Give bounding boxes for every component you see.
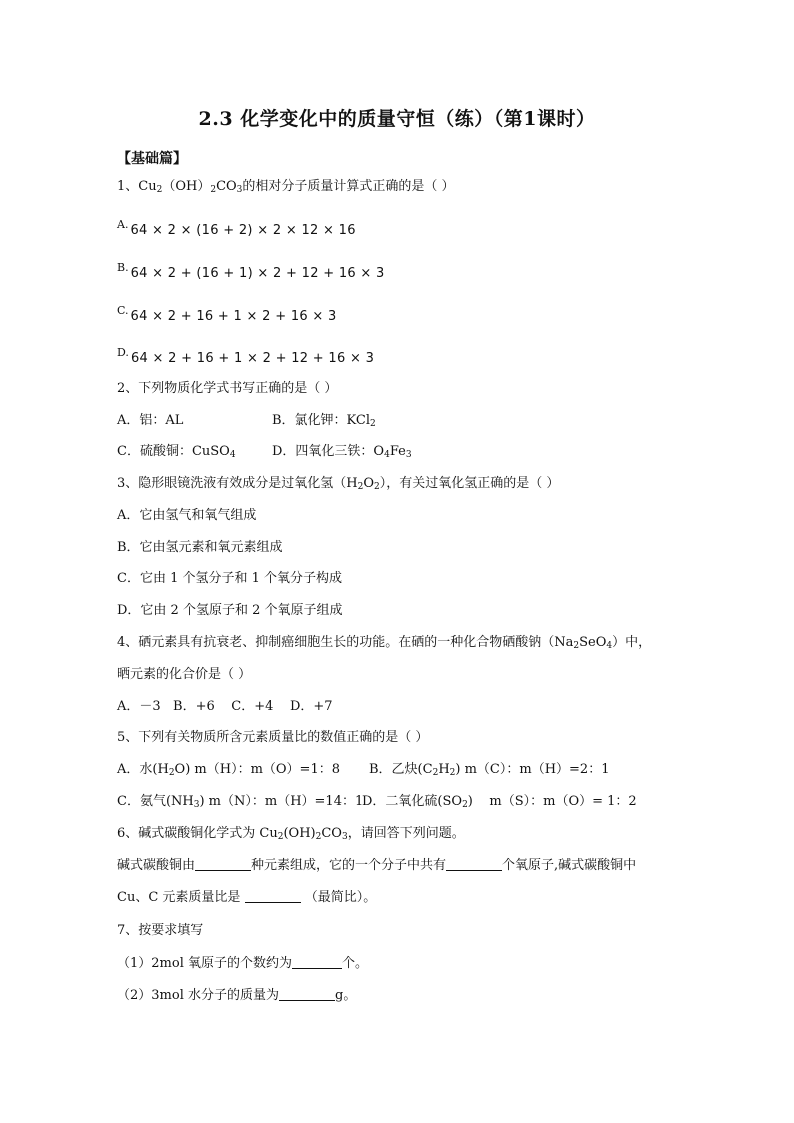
question-2-stem: 2、下列物质化学式书写正确的是（ ） <box>117 381 338 396</box>
q1-sub: 2 <box>210 185 217 195</box>
q7-text: 个。 <box>342 956 369 971</box>
q6-text: 6、碱式碳酸铜化学式为 Cu <box>117 826 278 841</box>
question-1-stem <box>117 178 455 199</box>
q7-text: （1）2mol 氧原子的个数约为 <box>117 956 292 971</box>
option-expression: 64 × 2 × (16 + 2) × 2 × 12 × 16 <box>130 223 356 238</box>
q4-sub: 4 <box>606 641 613 651</box>
q5-option-b <box>369 761 609 782</box>
q1-option-c <box>117 302 337 326</box>
question-4-stem <box>117 634 651 655</box>
q2-options-row-2 <box>117 443 412 464</box>
q5-options-row-1 <box>117 761 610 782</box>
q3-text-a: 3、隐形眼镜洗液有效成分是过氧化氢（H <box>117 476 358 491</box>
q5-text: ) m（N）：m（H）=14：1 <box>199 794 364 809</box>
q2-sub: 4 <box>384 450 390 460</box>
option-expression: 64 × 2 + 16 + 1 × 2 + 12 + 16 × 3 <box>130 351 375 366</box>
q6-text: (OH) <box>283 826 316 841</box>
answer-blank[interactable] <box>245 889 301 903</box>
q6-text: Cu、C 元素质量比是 <box>117 890 241 905</box>
question-5-stem: 5、下列有关物质所含元素质量比的数值正确的是（ ） <box>117 730 429 745</box>
option-letter: B. <box>117 261 129 274</box>
q5-option-d <box>362 793 637 814</box>
option-expression: 64 × 2 + (16 + 1) × 2 + 12 + 16 × 3 <box>130 266 385 281</box>
q7-text: g。 <box>335 988 357 1003</box>
q5-text: H <box>438 762 450 777</box>
q4-sub: 2 <box>573 641 580 651</box>
q5-sub: 2 <box>432 768 439 778</box>
q5-text: ) m（C）：m（H）=2：1 <box>455 762 610 777</box>
question-4-stem-line-2: 晒元素的化合价是（ ） <box>117 667 252 682</box>
q6-text: ，请回答下列问题。 <box>347 826 465 841</box>
q5-option-c <box>117 794 363 809</box>
q1-text-b: （OH） <box>162 179 211 194</box>
q1-option-d <box>117 344 374 368</box>
q4-options: A．－3 B．+6 C．+4 D．+7 <box>117 699 333 714</box>
q2-option-d <box>272 443 412 464</box>
q5-sub: 2 <box>449 768 456 778</box>
q5-text: C．氨气(NH <box>117 794 194 809</box>
q2-options-row-1 <box>117 412 376 430</box>
q3-option-d: D．它由 2 个氢原子和 2 个氧原子组成 <box>117 603 343 618</box>
question-7-stem: 7、按要求填写 <box>117 923 204 938</box>
answer-blank[interactable] <box>446 857 502 871</box>
q7-part-1 <box>117 955 368 973</box>
q3-option-a: A．它由氢气和氧气组成 <box>117 508 257 523</box>
answer-blank[interactable] <box>195 857 251 871</box>
q5-text: D．二氧化硫(SO <box>362 794 463 809</box>
q6-text: 碱式碳酸铜由 <box>117 858 196 873</box>
question-3-stem <box>117 475 559 496</box>
q1-sub: 2 <box>156 185 163 195</box>
q1-option-b <box>117 259 385 283</box>
q4-text-b: SeO <box>579 635 607 650</box>
q2-option-c <box>117 444 236 459</box>
q1-sub: 3 <box>236 185 243 195</box>
q6-sub: 2 <box>315 832 322 842</box>
q6-sub: 3 <box>341 832 348 842</box>
q5-sub: 2 <box>168 768 175 778</box>
q1-text-d: 的相对分子质量计算式正确的是（ ） <box>242 179 455 194</box>
q1-text-c: CO <box>216 179 237 194</box>
q3-sub: 2 <box>357 482 364 492</box>
q2-sub: 4 <box>229 450 236 460</box>
q4-text-a: 4、硒元素具有抗衰老、抑制癌细胞生长的功能。在硒的一种化合物硒酸钠（Na <box>117 635 574 650</box>
q6-text: 种元素组成，它的一个分子中共有 <box>251 858 447 873</box>
q6-text: CO <box>321 826 342 841</box>
answer-blank[interactable] <box>292 955 342 969</box>
q2-option-d-tail: Fe <box>389 444 406 459</box>
option-letter: C. <box>117 304 129 317</box>
q1-text-a: 1、Cu <box>117 179 157 194</box>
q2-sub: 2 <box>370 419 376 429</box>
answer-blank[interactable] <box>279 987 335 1001</box>
q3-text-c: ），有关过氧化氢正确的是（ ） <box>379 476 560 491</box>
q2-option-d-text: D．四氧化三铁：O <box>272 444 385 459</box>
q2-option-b <box>272 412 376 433</box>
q6-text: （最简比）。 <box>304 890 377 905</box>
option-letter: D. <box>117 346 129 359</box>
q6-text: 个氧原子,碱式碳酸铜中 <box>502 858 637 873</box>
page-title: 2.3 化学变化中的质量守恒（练）（第1课时） <box>198 108 596 130</box>
q7-part-2 <box>117 987 356 1005</box>
q6-line-1 <box>117 857 636 875</box>
q1-option-a <box>117 216 356 240</box>
q4-text-c: ）中， <box>612 635 652 650</box>
q5-options-row-2 <box>117 793 637 814</box>
q2-option-a: A．铝：AL <box>117 413 184 428</box>
q5-text: A．水(H <box>117 762 169 777</box>
q5-sub: 2 <box>462 800 468 810</box>
q3-option-b: B．它由氢元素和氧元素组成 <box>117 540 283 555</box>
q2-option-c-text: C．硫酸铜：CuSO <box>117 444 230 459</box>
q7-text: （2）3mol 水分子的质量为 <box>117 988 279 1003</box>
q5-sub: 3 <box>193 800 200 810</box>
q5-option-a <box>117 762 340 777</box>
q3-sub: 2 <box>374 482 380 492</box>
q2-sub: 3 <box>405 450 412 460</box>
q5-text: B．乙炔(C <box>369 762 433 777</box>
option-letter: A. <box>117 218 129 231</box>
option-expression: 64 × 2 + 16 + 1 × 2 + 16 × 3 <box>130 309 337 324</box>
q5-text: ) m（S）：m（O）= 1：2 <box>467 794 637 809</box>
question-6-stem <box>117 825 465 846</box>
q6-sub: 2 <box>277 832 284 842</box>
section-heading: 【基础篇】 <box>117 151 187 167</box>
q5-text: O) m（H）：m（O）=1：8 <box>174 762 340 777</box>
q3-text-b: O <box>363 476 375 491</box>
q6-line-2 <box>117 889 376 907</box>
q3-option-c: C．它由 1 个氢分子和 1 个氧分子构成 <box>117 571 343 586</box>
q2-option-b-text: B．氯化钾：KCl <box>272 413 371 428</box>
